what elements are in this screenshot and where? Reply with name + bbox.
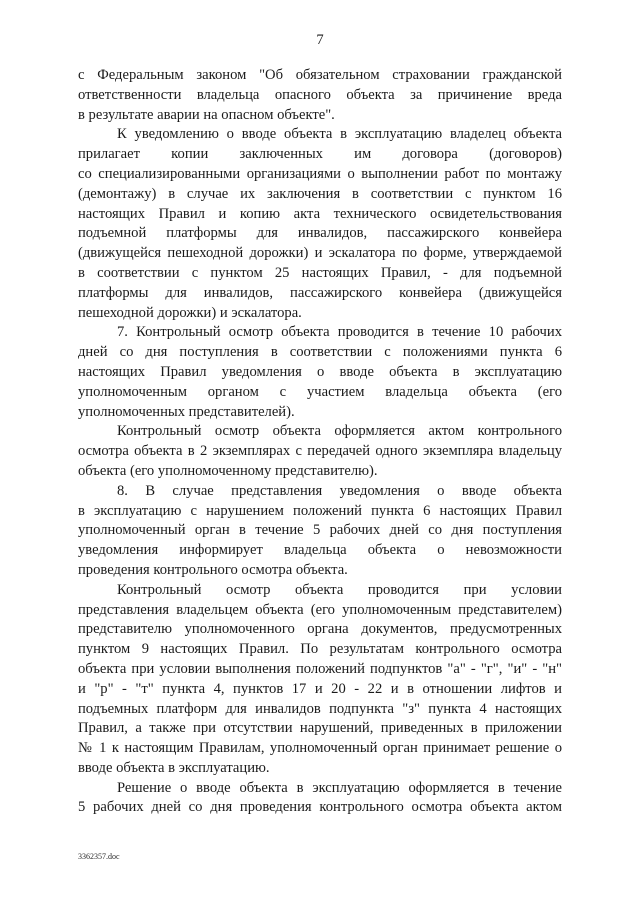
paragraph [78, 125, 562, 323]
text-line: представления владельцем объекта (его уполномоченным представителем) [78, 601, 562, 618]
text-line: Контрольный осмотр объекта оформляется актом контрольного [117, 423, 562, 440]
text-line: со специализированными организациями о выполнении работ по монтажу [78, 165, 562, 182]
paragraph [78, 323, 562, 422]
text-line: представителю уполномоченного органа документов, предусмотренных [78, 621, 562, 638]
text-line: уполномоченный орган в течение 5 рабочих дней со дня поступления [78, 522, 562, 539]
text-line: пешеходной дорожки) и эскалатора. [78, 304, 302, 321]
text-line: осмотра объекта в 2 экземплярах с передачей одного экземпляра владельцу [78, 443, 562, 460]
paragraph [78, 482, 562, 581]
text-line: уполномоченных представителей). [78, 403, 295, 420]
text-line: 5 рабочих дней со дня проведения контрольного осмотра объекта актом [78, 799, 562, 816]
text-line: подъемной платформы для инвалидов, пассажирского конвейера [78, 225, 562, 242]
text-line: уведомления информирует владельца объекта о невозможности [78, 542, 562, 559]
text-line: 8. В случае представления уведомления о вводе объекта [117, 482, 562, 499]
text-line: в соответствии с пунктом 25 настоящих Правил, - для подъемной [78, 264, 562, 281]
text-line: № 1 к настоящим Правилам, уполномоченный орган принимает решение о [78, 740, 562, 757]
text-line: прилагает копии заключенных им договора (договоров) [78, 146, 562, 163]
text-line: подъемных платформ для инвалидов подпункта "з" пункта 4 настоящих [78, 700, 562, 717]
page-number: 7 [316, 32, 324, 48]
paragraph [78, 422, 562, 481]
text-line: К уведомлению о вводе объекта в эксплуатацию владелец объекта [117, 126, 562, 143]
paragraph [78, 779, 562, 819]
body-text [78, 66, 562, 818]
text-line: и "р" - "т" пункта 4, пунктов 17 и 20 - 22 и в отношении лифтов и [78, 680, 562, 697]
text-line: Контрольный осмотр объекта проводится при условии [117, 581, 562, 598]
paragraph [78, 66, 562, 125]
text-line: настоящих Правил уведомления о вводе объекта в эксплуатацию [78, 363, 562, 380]
text-line: пунктом 9 настоящих Правил. По результатам контрольного осмотра [78, 641, 562, 658]
text-line: в эксплуатацию с нарушением положений пункта 6 настоящих Правил [78, 502, 562, 519]
text-line: объекта (его уполномоченному представителю). [78, 462, 378, 479]
text-line: дней со дня поступления в соответствии с положениями пункта 6 [78, 344, 562, 361]
text-line: ответственности владельца опасного объекта за причинение вреда [78, 86, 562, 103]
text-line: в результате аварии на опасном объекте". [78, 106, 335, 123]
text-line: с Федеральным законом "Об обязательном страховании гражданской [78, 67, 562, 83]
text-line: (движущейся пешеходной дорожки) и эскалатора по форме, утверждаемой [78, 245, 562, 262]
text-line: (демонтажу) в случае их заключения в соответствии с пунктом 16 [78, 185, 562, 202]
text-line: настоящих Правил и копию акта технического освидетельствования [78, 205, 562, 222]
footer-filename: 3362357.doc [78, 852, 120, 861]
text-line: уполномоченным органом с участием владельца объекта (его [78, 383, 562, 400]
text-line: Решение о вводе объекта в эксплуатацию оформляется в течение [117, 779, 562, 796]
text-line: вводе объекта в эксплуатацию. [78, 759, 270, 776]
paragraph [78, 581, 562, 779]
text-line: 7. Контрольный осмотр объекта проводится в течение 10 рабочих [117, 324, 562, 341]
text-line: объекта при условии выполнения положений подпунктов "а" - "г", "и" - "н" [78, 660, 562, 677]
text-line: Правил, а также при отсутствии нарушений, приведенных в приложении [78, 720, 562, 737]
text-line: платформы для инвалидов, пассажирского конвейера (движущейся [78, 284, 562, 301]
text-line: проведения контрольного осмотра объекта. [78, 561, 348, 578]
